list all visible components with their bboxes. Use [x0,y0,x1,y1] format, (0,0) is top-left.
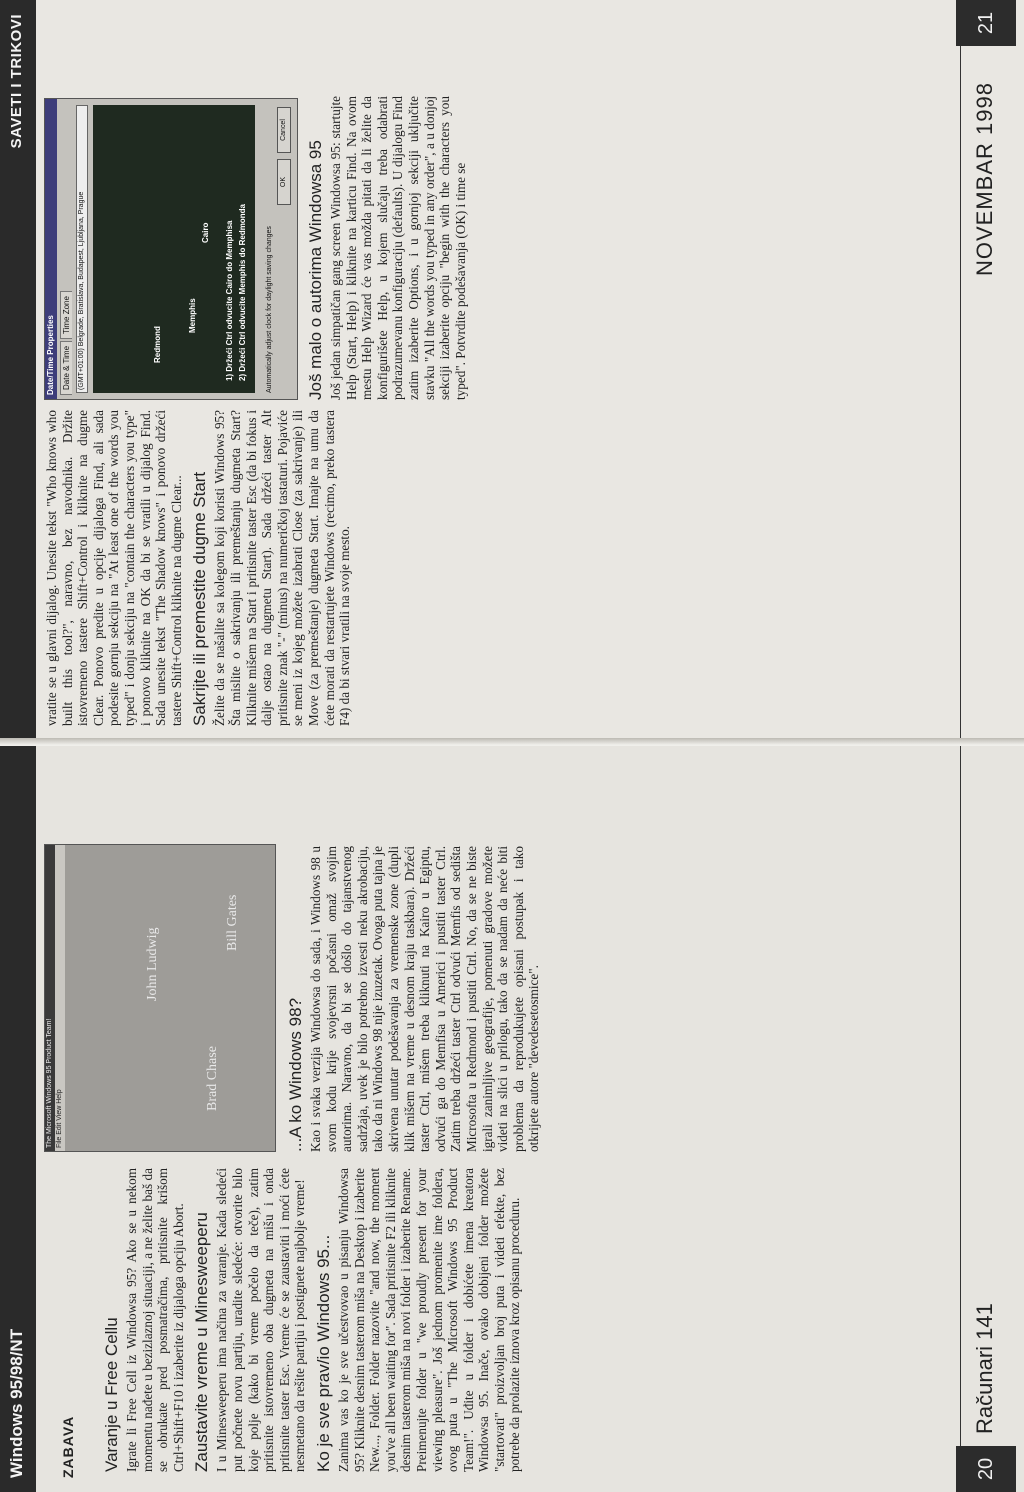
page-20-rotated-content [0,746,1024,1492]
heading-autori: Još malo o autorima Windowsa 95 [306,140,325,400]
product-team-screenshot [44,844,276,1152]
ok-button: OK [277,159,291,205]
paragraph-minesweeper: I u Minesweeperu ima načina za varanje. Kada sledeći put počnete novu partiju, uradite sledeće: otvorite bilo koje polje (kako bi vreme počelo da teče), zatim pritisnite istovremeno oba dugmeta na mišu i onda pritisnite taster Esc. Vreme će se zaustaviti i moći ćete nesmetano da rešite partiju i postignete najbolje vreme! [214,1168,308,1472]
city-memphis: Memphis [188,298,197,333]
heading-windows-98: ...A ko Windows 98? [286,997,305,1152]
column-left [300,96,920,400]
magazine-issue: Računari 141 [972,1303,997,1434]
heading-start: Sakrijte ili premestite dugme Start [190,471,210,726]
column-right [44,410,924,726]
credit-name-2: John Ludwig [145,927,160,1001]
zone-select: (GMT+01:00) Belgrade, Bratislava, Budapest, Ljubljana, Prague [76,105,88,393]
daylight-checkbox-label: Automatically adjust clock for daylight saving changes [266,226,273,393]
footer-rule [960,46,961,746]
issue-month: NOVEMBAR 1998 [972,82,997,276]
page-number: 21 [974,11,997,35]
paragraph-start: Želite da se našalite sa kolegom koji koristi Windows 95? Šta mislite o sakrivanju ili premeštanju dugmeta Start? Kliknite mišem na Start i pritisnite taster Esc (da bi fokus i dalje ostao na dugmetu Start). Sada držeći taster Alt pritisnite znak "-" (minus) na numeričkoj tastaturi. Pojaviće se meni iz kojeg možete izabrati Close (za sakrivanje) ili Move (za premeštanje) dugmeta Start. Imajte na umu da ćete morati da restartujete Windows (recimo, preko tastera F4) da bi stvari vratili na svoje mesto. [212,410,353,726]
world-map [93,105,255,393]
paragraph-freecell: Igrate li Free Cell iz Windowsa 95? Ako se u nekom momentu nađete u bezizlaznoj situaciji, a ne želite baš da se obrukate pred posmatračima, pritisnite krišom Ctrl+Shift+F10 i izaberite iz dijaloga opciju Abort. [124,1168,186,1472]
city-redmond: Redmond [153,326,162,363]
paragraph-autori: Još jedan simpatičan gang screen Windowsa 95: startujte Help (Start, Help) i kliknite na karticu Find. Na ovom mestu Help Wizard će vas možda pitati da li želite da konfigurišete Help, u kojem slučaju treba odabrati podrazumevanu konfiguraciju (defaults). U dijalogu Find zatim izaberite Options, i u gornjoj sekciji uključite stavku "All the words you typed in any order", a u donjoj sekciji izaberite opciju "begin with the characters you typed". Potvrdite podešavanja (OK) i time se [328,96,468,400]
cancel-button: Cancel [277,107,291,153]
column-right [280,846,930,1152]
map-instruction-1: 1) Držeći Ctrl odvucite Cairo do Memphisa [225,220,234,381]
time-zone-dialog-screenshot [44,98,298,400]
map-instruction-2: 2) Držeći Ctrl odvucite Memphis do Redmonda [238,204,247,381]
page-20 [0,746,1024,1492]
credit-name-1: Brad Chase [205,1046,220,1111]
paragraph-ko-je: Zanima vas ko je sve učestvovao u pisanju Windowsa 95? Kliknite desnim tasterom miša na Desktop i izaberite New..., Folder. Folder nazovite "and now, the moment you've all been waiting for". Sada pritisnite F2 ili kliknite desnim tasterom miša na novi folder i izaberite Rename. Preimenujte folder u "we proudly present for your viewing pleasure". Još jednom promenite ime foldera, ovog puta u "The Microsoft Windows 95 Product Team!". Uđite u folder i dobićete imena kreatora Windowsa 95. Inače, ovako dobijeni folder možete "startovati" proizvoljan broj puta i videti efekte, bez potrebe da prolazite iznova kroz opisanu proceduru. [335,1168,523,1472]
heading-minesweeper: Zaustavite vreme u Minesweeperu [192,1212,212,1472]
credit-name-3: Bill Gates [225,894,240,951]
page-number-badge [956,0,1016,46]
section-label: Windows 95/98/NT [7,1328,26,1478]
section-label: SAVETI I TRIKOVI [8,14,25,149]
screenshot-menu: File Edit View Help [55,845,65,1151]
footer-rule [960,746,961,1446]
section-header-band [0,0,36,746]
heading-ko-je: Ko je sve prav/io Windows 95... [313,1234,333,1472]
city-cairo: Cairo [201,222,210,243]
tab-date-time: Date & Time [60,341,72,395]
dialog-title: Date/Time Properties [45,99,57,399]
heading-freecell: Varanje u Free Cellu [102,1317,121,1472]
dialog-buttons [277,107,291,205]
paragraph-continued: vratite se u glavni dijalog. Unesite tekst "Who knows who built this tool?", naravno, bez navodnika. Držite istovremeno tastere Shift+Control i kliknite na dugme Clear. Ponovo predite u opcije dijaloga Find, ali sada podesite gornju sekciju na "At least one of the words you typed" i donju sekciju na "contain the characters you type" i ponovo kliknite na OK da bi se vratili u dijalog Find. Sada unesite tekst "The Shadow knows" i ponovo držeći tastere Shift+Control kliknite na dugme Clear... [44,410,184,726]
page-number: 20 [974,1457,997,1481]
dialog-tabs [57,99,72,399]
column-left [96,1168,936,1472]
category-label: ZABAVA [60,1415,76,1478]
page-number-badge [956,1446,1016,1492]
tab-time-zone: Time Zone [60,291,72,339]
section-header-band [0,746,36,1492]
paragraph-windows-98: Kao i svaka verzija Windowsa do sada, i Windows 98 u svom kodu krije svojevrsni počasni omaž svojim autorima. Naravno, da bi se došlo do tajanstvenog sadržaja, uvek je bilo potrebno izvesti neku akrobaciju, tako da ni Windows 98 nije izuzetak. Ovoga puta tajna je skrivena unutar podešavanja za vremenske zone (dupli klik mišem na vreme u desnom kraju taskbara). Držeći taster Ctrl, mišem treba kliknuti na Kairo u Egiptu, odvući ga do Memfisa u Americi i pustiti taster Ctrl. Zatim treba držeći taster Ctrl odvući Memfis od sedišta Microsofta u Redmond i pustiti Ctrl. No, da se ne biste igrali zanimljive geografije, pomenuti gradove možete videti na slici u prilogu, tako da se nadam da neće biti problema da reprodukujete opisani postupak i tako otkrijete autore "devedesetosmice". [308,846,542,1152]
screenshot-title: The Microsoft Windows 95 Product Team! [45,845,55,1151]
